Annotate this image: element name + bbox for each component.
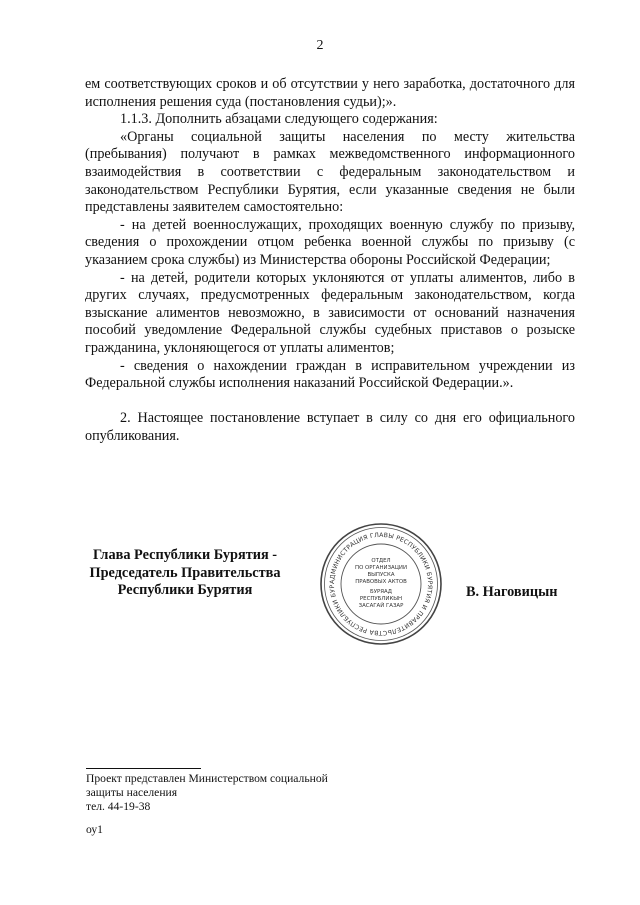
seal-inner-text: ПРАВОВЫХ АКТОВ [355,579,407,585]
official-seal [319,522,443,646]
seal-inner-text: ВЫПУСКА [367,572,395,578]
footnote-line: защиты населения [86,786,178,800]
paragraph: «Органы социальной защиты населения по месту жительства (пребывания) получают в рамках межведомственного информационного взаимодействия в соответствии с федеральным законодательством и законодательством Республики Бурятия, если указанные сведения не были представлены заявителем самостоятельно: [85,128,575,216]
footnote-line: Проект представлен Министерством социальной [86,772,328,785]
seal-inner-text: РЕСПУБЛИКЫН [359,596,403,602]
seal-inner-text: БУРЯАД [370,589,392,595]
seal-inner-text: ЗАСАГАЙ ГАЗАР [358,603,404,609]
paragraph: 1.1.3. Дополнить абзацами следующего содержания: [120,111,438,128]
paragraph: ем соответствующих сроков и об отсутствии у него заработка, достаточного для исполнения решения суда (постановления судьи);». [85,76,575,110]
footnote [86,772,328,815]
signatory-title [70,547,300,600]
paragraph: - сведения о нахождении граждан в исправительном учреждении из Федеральной службы исполнения наказаний Российской Федерации.». [85,357,575,392]
seal-graphic [319,522,443,646]
seal-inner-text: ОТДЕЛ [371,558,391,564]
footnote-divider [86,768,201,769]
paragraph: 2. Настоящее постановление вступает в силу со дня его официального опубликования. [85,410,575,444]
signatory-name: В. Наговицын [466,584,558,600]
signatory-title-line: Республики Бурятия [117,582,253,598]
seal-ring-text: АДМИНИСТРАЦИЯ ГЛАВЫ РЕСПУБЛИКИ БУРЯТИЯ И ПРАВИТЕЛЬСТВА РЕСПУБЛИКИ БУР [328,531,434,637]
paragraph: - на детей военнослужащих, проходящих военную службу по призыву, сведения о прохождении отцом ребенка военной службы по призыву (с указанием срока службы) из Министерства обороны Российской Федерации; [85,216,575,268]
page-number: 2 [316,38,324,53]
signatory-title-line: Председатель Правительства [89,564,281,581]
seal-inner-text: ПО ОРГАНИЗАЦИИ [355,565,407,571]
footnote-line: тел. 44-19-38 [86,800,151,814]
paragraph: - на детей, родители которых уклоняются от уплаты алиментов, либо в других случаях, предусмотренных федеральным законодательством, когда взыскание алиментов невозможно, в зависимости от оснований назначения пособий уведомление Федеральной службы судебных приставов о розыске гражданина, уклоняющегося от уплаты алиментов; [85,269,575,356]
body-text [85,76,575,445]
document-code: оу1 [86,823,103,836]
signatory-title-line: Глава Республики Бурятия - [92,547,278,563]
